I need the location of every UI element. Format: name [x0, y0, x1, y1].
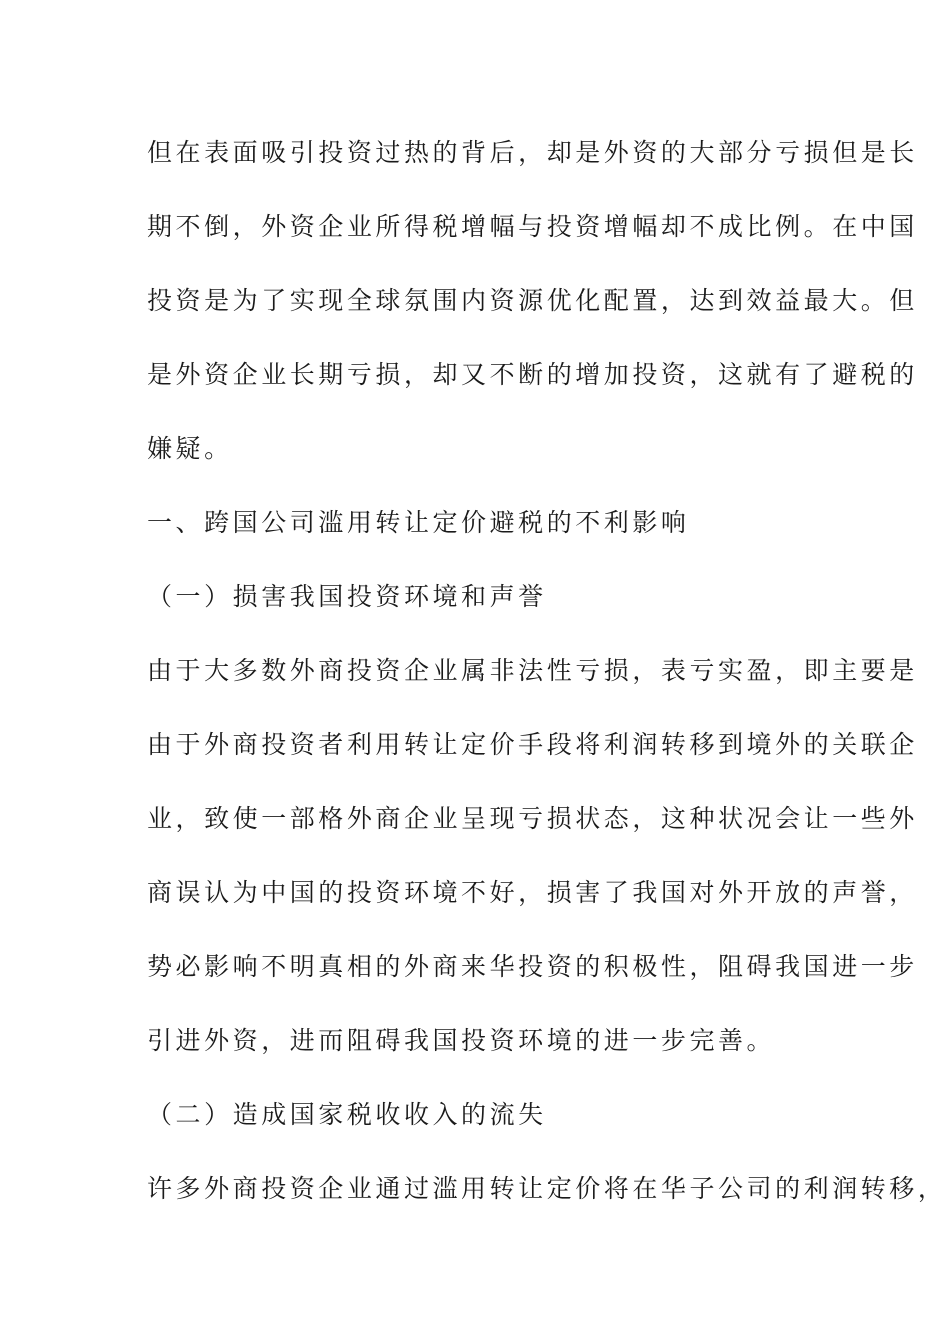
- paragraph-line: 但在表面吸引投资过热的背后，却是外资的大部分亏损但是长: [147, 138, 918, 167]
- section-heading: 一、跨国公司滥用转让定价避税的不利影响: [147, 508, 690, 537]
- paragraph-line: 由于大多数外商投资企业属非法性亏损，表亏实盈，即主要是: [147, 656, 918, 685]
- subsection-heading: （一）损害我国投资环境和声誉: [147, 582, 547, 611]
- paragraph-line: 商误认为中国的投资环境不好，损害了我国对外开放的声誉，: [147, 878, 918, 907]
- paragraph-line: 是外资企业长期亏损，却又不断的增加投资，这就有了避税的: [147, 360, 918, 389]
- paragraph-line: 嫌疑。: [147, 434, 233, 463]
- paragraph-line: 许多外商投资企业通过滥用转让定价将在华子公司的利润转移，: [147, 1174, 947, 1203]
- paragraph-line: 业，致使一部格外商企业呈现亏损状态，这种状况会让一些外: [147, 804, 918, 833]
- paragraph-line: 投资是为了实现全球氛围内资源优化配置，达到效益最大。但: [147, 286, 918, 315]
- subsection-heading: （二）造成国家税收收入的流失: [147, 1100, 547, 1129]
- paragraph-line: 势必影响不明真相的外商来华投资的积极性，阻碍我国进一步: [147, 952, 918, 981]
- paragraph-line: 引进外资，进而阻碍我国投资环境的进一步完善。: [147, 1026, 776, 1055]
- paragraph-line: 由于外商投资者利用转让定价手段将利润转移到境外的关联企: [147, 730, 918, 759]
- paragraph-line: 期不倒，外资企业所得税增幅与投资增幅却不成比例。在中国: [147, 212, 918, 241]
